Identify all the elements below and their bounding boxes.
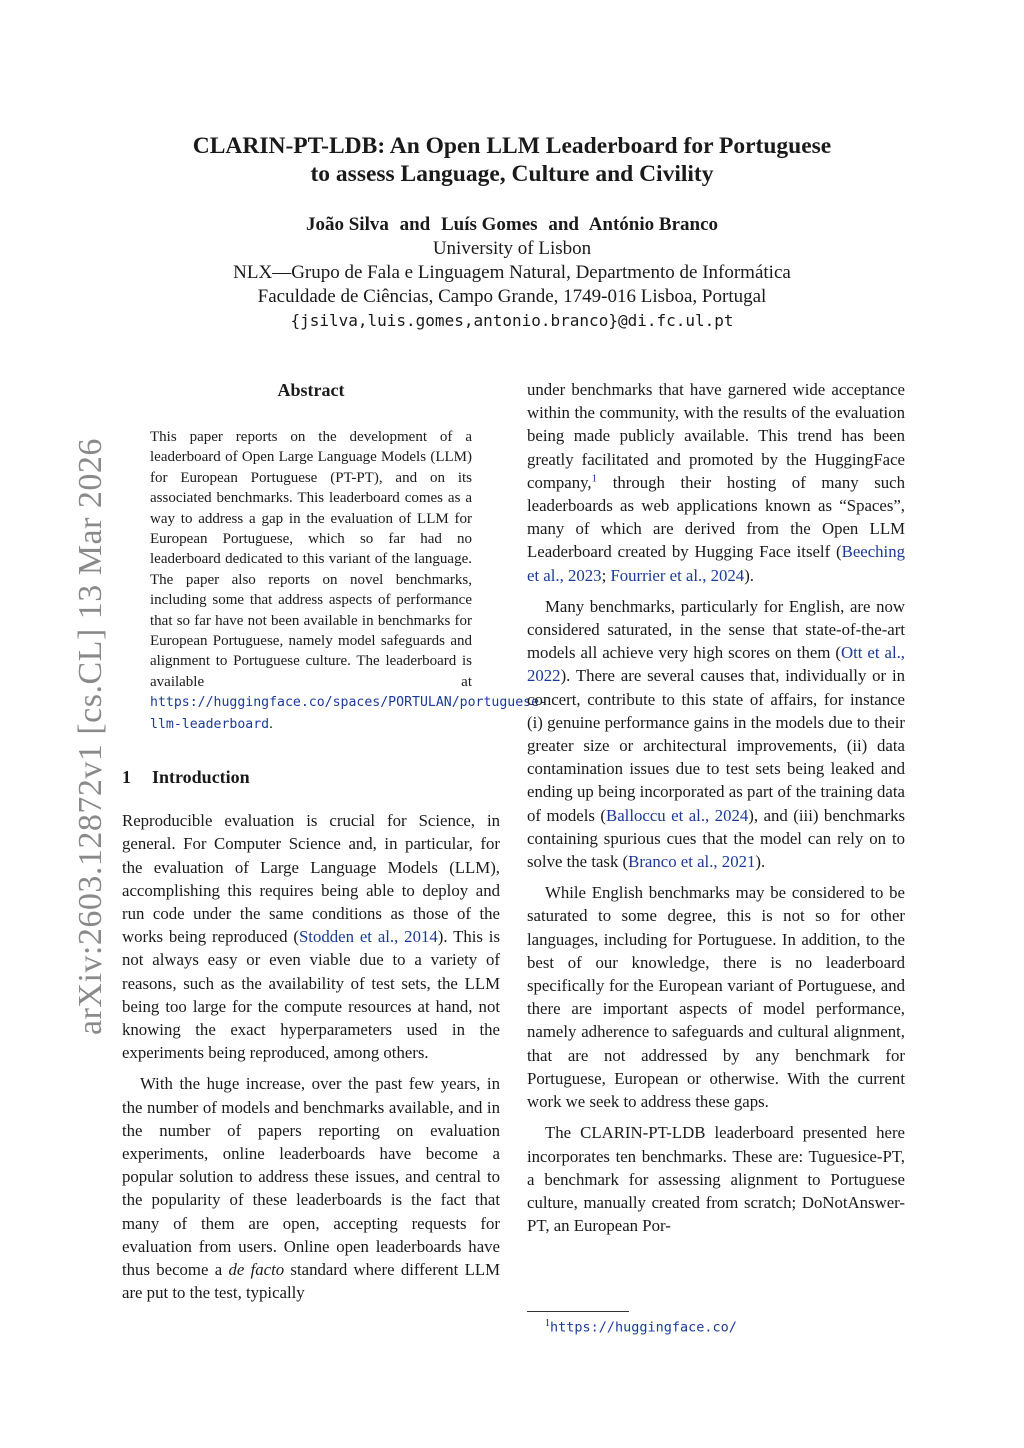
title-line-2: to assess Language, Culture and Civility bbox=[310, 161, 714, 187]
footnote bbox=[545, 1318, 737, 1336]
citation-link[interactable]: Fourrier et al., 2024 bbox=[610, 565, 745, 585]
paragraph-text: ). This is not always easy or even viable due to a variety of reasons, such as the availability of test sets, the LLM being too large for the compute resources at hand, not knowing the exact hyperparameters used in the experiments being reproduced, among others. bbox=[122, 927, 500, 1063]
paragraph-text: Many benchmarks, particularly for English, are now considered saturated, in the sense that state-of-the-art models all achieve very high scores on them ( bbox=[527, 596, 905, 663]
paragraph-text: ). bbox=[755, 852, 766, 872]
paragraph bbox=[122, 809, 500, 1064]
paragraph bbox=[527, 378, 905, 587]
section-number: 1 bbox=[122, 767, 131, 788]
paragraph-text: ). bbox=[744, 565, 754, 585]
affiliation-address: Faculdade de Ciências, Campo Grande, 1749-016 Lisboa, Portugal bbox=[257, 286, 767, 307]
leaderboard-link[interactable]: https://huggingface.co/spaces/PORTULAN/portuguese-llm-leaderboard bbox=[150, 695, 547, 732]
author-emails: {jsilva,luis.gomes,antonio.branco}@di.fc.ul.pt bbox=[290, 311, 734, 330]
author-separator: and bbox=[548, 214, 579, 235]
abstract-text: This paper reports on the development of a leaderboard of Open Large Language Models (LLM) for European Portuguese (PT-PT), and on its associated benchmarks. This leaderboard comes as a way to address a gap in the evaluation of LLM for European Portuguese, which so far had no leaderboard dedicated to this variant of the language. The paper also reports on novel benchmarks, including some that address aspects of performance that so far have not been available in benchmarks for European Portuguese, namely model safeguards and alignment to Portuguese culture. The leaderboard is available at bbox=[150, 429, 472, 690]
author-names bbox=[112, 213, 912, 237]
abstract-end: . bbox=[269, 715, 273, 732]
author-name: Luís Gomes bbox=[440, 214, 538, 235]
abstract-body bbox=[150, 427, 547, 735]
section-title: Introduction bbox=[152, 767, 250, 788]
citation-link[interactable]: Ott et al., 2022 bbox=[527, 643, 905, 686]
citation-link[interactable]: Balloccu et al., 2024 bbox=[606, 805, 749, 825]
paragraph: While English benchmarks may be considered to be saturated to some degree, this is not so for other languages, including for Portuguese. In addition, to the best of our knowledge, there is no leaderboard specifically for the European variant of Portuguese, and there are important aspects of model performance, namely adherence to safeguards and cultural alignment, that are not addressed by any benchmark for Portuguese, European or otherwise. With the current work we seek to address these gaps. bbox=[527, 883, 905, 1112]
affiliation-group: NLX—Grupo de Fala e Linguagem Natural, Departmento de Informática bbox=[233, 262, 791, 283]
author-block bbox=[112, 213, 912, 333]
footnote-rule bbox=[527, 1311, 629, 1312]
right-column bbox=[527, 378, 905, 1237]
paragraph: The CLARIN-PT-LDB leaderboard presented here incorporates ten benchmarks. These are: Tuguesice-PT, a benchmark for assessing alignment to Portuguese culture, manually created from scratch; DoNotAnswer-PT, an European Por- bbox=[527, 1123, 905, 1236]
paragraph-text: through their hosting of many such leaderboards as web applications known as “Spaces”, many of which are derived from the Open LLM Leaderboard created by Hugging Face itself ( bbox=[527, 472, 905, 562]
emphasis-text: de facto bbox=[228, 1259, 285, 1279]
paragraph bbox=[527, 595, 905, 873]
citation-link[interactable]: Stodden et al., 2014 bbox=[298, 927, 438, 947]
author-separator: and bbox=[399, 214, 431, 235]
arxiv-identifier: arXiv:2603.12872v1 [cs.CL] 13 Mar 2026 bbox=[72, 438, 109, 1035]
author-name: João Silva bbox=[305, 214, 389, 235]
citation-separator: ; bbox=[601, 565, 611, 585]
paragraph-text: ), and (iii) benchmarks containing spurious cues that the model can rely on to solve the task ( bbox=[527, 805, 906, 872]
title-line-1: CLARIN-PT-LDB: An Open LLM Leaderboard for Portuguese bbox=[192, 133, 832, 159]
footnote-link[interactable]: https://huggingface.co/ bbox=[550, 1319, 737, 1336]
footnote-number: 1 bbox=[545, 1318, 550, 1329]
citation-link[interactable]: Branco et al., 2021 bbox=[628, 852, 756, 872]
section-heading-introduction bbox=[122, 765, 500, 789]
left-column bbox=[122, 378, 547, 1304]
citation-link[interactable]: Beeching et al., 2023 bbox=[527, 542, 905, 585]
paper-title bbox=[112, 132, 912, 188]
affiliation-university: University of Lisbon bbox=[432, 238, 592, 259]
paragraph bbox=[122, 1072, 500, 1304]
author-name: António Branco bbox=[588, 214, 719, 235]
abstract-heading: Abstract bbox=[277, 380, 345, 400]
footnote-marker[interactable]: 1 bbox=[591, 472, 598, 485]
paragraph-text: With the huge increase, over the past few years, in the number of models and benchmarks available, and in the number of papers reporting on evaluation experiments, online leaderboards have become a popular solution to address these issues, and central to the popularity of these leaderboards is the fact that many of them are open, accepting requests for evaluation from users. Online open leaderboards have thus become a bbox=[122, 1074, 500, 1279]
paragraph-text: under benchmarks that have garnered wide acceptance within the community, with the results of the evaluation being made publicly available. This trend has been greatly facilitated and promoted by the HuggingFace company, bbox=[527, 380, 905, 492]
paragraph-text: Reproducible evaluation is crucial for Science, in general. For Computer Science and, in particular, for the evaluation of Large Language Models (LLM), accomplishing this requires being able to deploy and run code under the same conditions as those of the works being reproduced ( bbox=[122, 811, 500, 947]
paragraph-text: ). There are several causes that, individually or in concert, contribute to this state of affairs, for instance (i) genuine performance gains in the models due to their greater size or architectural improvements, (ii) data contamination issues due to test sets being leaked and ending up being incorporated as part of the training data of models ( bbox=[527, 666, 905, 825]
paragraph-text: standard where different LLM are put to the test, typically bbox=[122, 1259, 500, 1303]
